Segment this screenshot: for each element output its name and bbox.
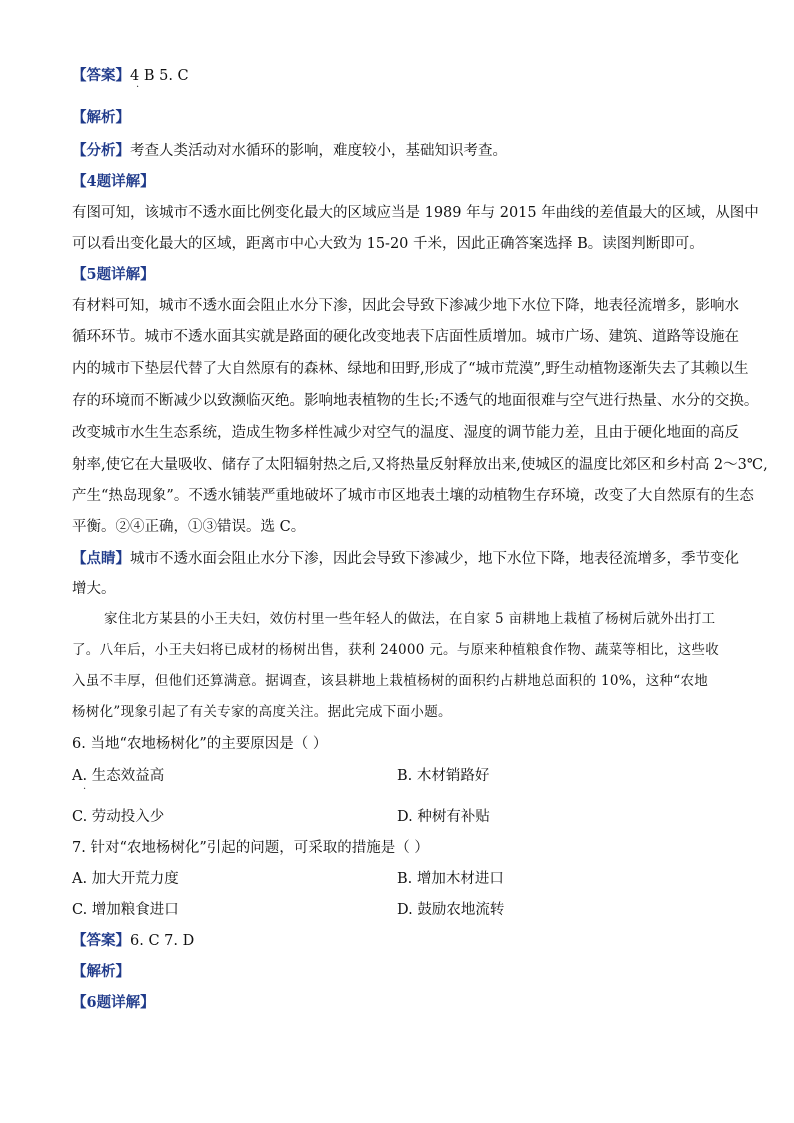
stray-dot: · — [83, 784, 87, 795]
dianjing-line: 【点睛】城市不透水面会阻止水分下渗，因此会导致下渗减少，地下水位下降，地表径流增多，季节变化 — [72, 550, 739, 567]
fenxi-tag: 【分析】 — [72, 142, 130, 159]
q5-detail-line: 内的城市下垫层代替了大自然原有的森林、绿地和田野,形成了“城市荒漠”,野生动植物逐渐失去了其赖以生 — [72, 361, 749, 377]
q4-detail-line: 可以看出变化最大的区域，距离市中心大致为 15-20 千米，因此正确答案选择 B。读图判断即可。 — [72, 236, 704, 252]
q5-detail-line: 存的环境而不断减少以致濒临灭绝。影响地表植物的生长;不透气的地面很难与空气进行热量、水分的交换。 — [72, 393, 759, 409]
q4-detail-heading: 【4题详解】 — [72, 173, 155, 190]
fenxi-text: 考查人类活动对水循环的影响，难度较小，基础知识考查。 — [130, 143, 507, 159]
dianjing-line-2: 增大。 — [72, 581, 116, 597]
material-line: 杨树化”现象引起了有关专家的高度关注。据此完成下面小题。 — [72, 704, 452, 720]
material-line: 了。八年后，小王夫妇将已成材的杨树出售，获利 24000 元。与原来种植粮食作物、蔬菜等相比，这些收 — [72, 642, 720, 658]
q7-option-c: C. 增加粮食进口 — [72, 902, 179, 918]
fenxi-line — [72, 141, 507, 161]
q6-stem: 6. 当地“农地杨树化”的主要原因是（ ） — [72, 736, 328, 752]
answer-line-1 — [72, 66, 189, 86]
answer-tag: 【答案】 — [72, 67, 130, 84]
q5-detail-line: 产生“热岛现象”。不透水铺装严重地破坏了城市市区地表土壤的动植物生存环境，改变了大自然原有的生态 — [72, 488, 754, 504]
q5-detail-line: 有材料可知，城市不透水面会阻止水分下渗，因此会导致下渗减少地下水位下降，地表径流增多，影响水 — [72, 298, 739, 314]
q5-detail-heading: 【5题详解】 — [72, 266, 155, 283]
q6-option-b: B. 木材销路好 — [397, 768, 490, 784]
q5-detail-line: 平衡。②④正确，①③错误。选 C。 — [72, 519, 306, 535]
material-line: 家住北方某县的小王夫妇，效仿村里一些年轻人的做法，在自家 5 亩耕地上栽植了杨树后就外出打工 — [104, 611, 716, 627]
material-line: 入虽不丰厚，但他们还算满意。据调查，该县耕地上栽植杨树的面积约占耕地总面积的 10%，这种“农地 — [72, 673, 709, 689]
q7-stem: 7. 针对“农地杨树化”引起的问题，可采取的措施是（ ） — [72, 840, 429, 856]
q4-detail-line: 有图可知，该城市不透水面比例变化最大的区域应当是 1989 年与 2015 年曲线的差值最大的区域，从图中 — [72, 205, 759, 221]
dianjing-tag: 【点睛】 — [72, 550, 130, 567]
answer-text: 4 B 5. C — [130, 68, 189, 84]
q7-option-d: D. 鼓励农地流转 — [397, 902, 505, 918]
q5-detail-line: 循环环节。城市不透水面其实就是路面的硬化改变地表下店面性质增加。城市广场、建筑、道路等设施在 — [72, 329, 739, 345]
q7-option-a: A. 加大开荒力度 — [72, 871, 179, 887]
q5-detail-line: 改变城市水生生态系统，造成生物多样性减少对空气的温度、湿度的调节能力差，且由于硬化地面的高反 — [72, 425, 739, 441]
q5-detail-line: 射率,使它在大量吸收、储存了太阳辐射热之后,又将热量反射释放出来,使城区的温度比郊区和乡村高 2～3℃, — [72, 457, 768, 473]
analysis-heading-1: 【解析】 — [72, 109, 130, 126]
q6-option-d: D. 种树有补贴 — [397, 809, 490, 825]
q6-option-a: A. 生态效益高 — [72, 768, 165, 784]
answer-line-2: 【答案】6. C 7. D — [72, 932, 195, 949]
q6-option-c: C. 劳动投入少 — [72, 809, 165, 825]
q6-detail-heading: 【6题详解】 — [72, 994, 155, 1011]
analysis-label: 解析 — [86, 109, 116, 126]
analysis-heading-2: 【解析】 — [72, 963, 130, 980]
stray-dot: · — [136, 82, 140, 93]
q7-option-b: B. 增加木材进口 — [397, 871, 504, 887]
